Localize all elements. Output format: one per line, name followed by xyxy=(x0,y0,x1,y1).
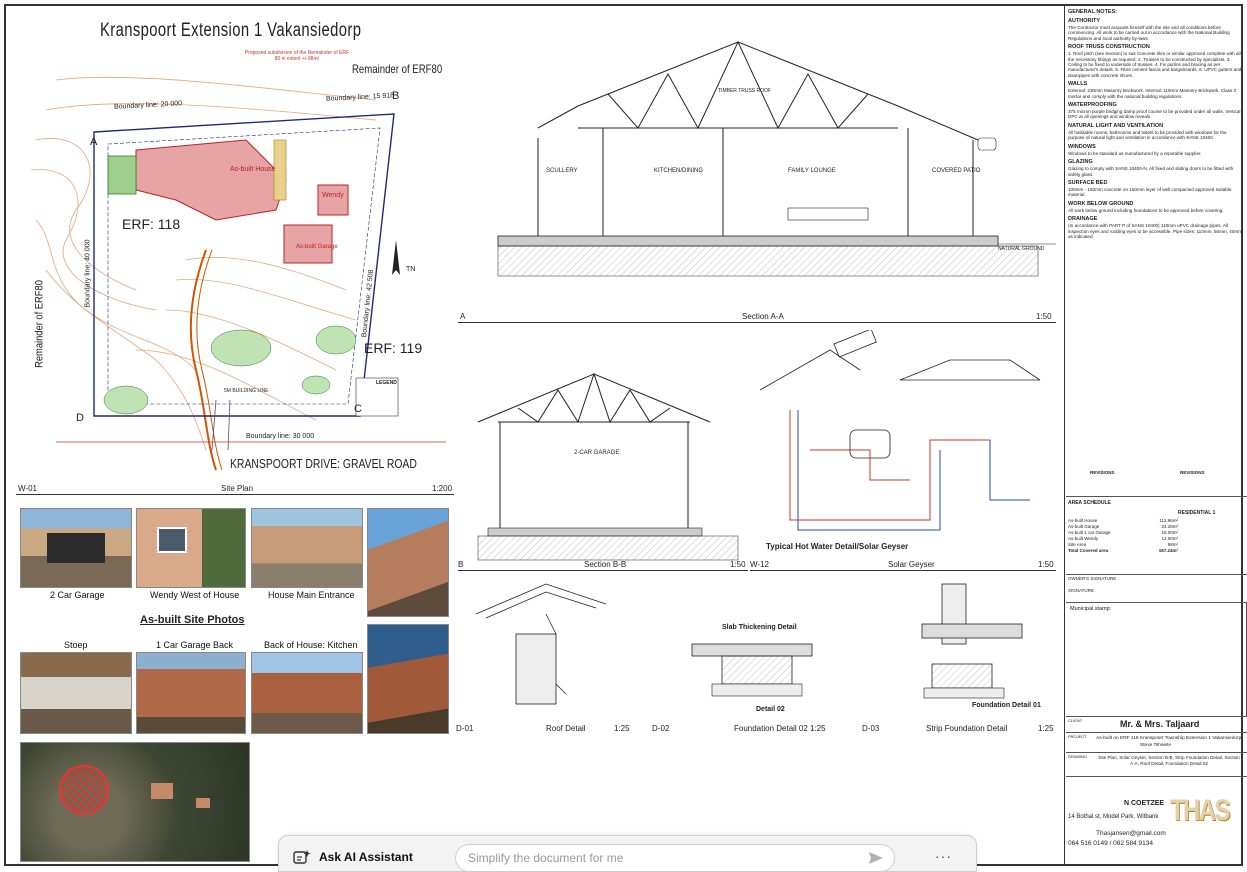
notes-section: AUTHORITY The Contractor must acquaint himself with the site and all conditions before commencing. All work to be carried out in accordance with the National Building Regulations and local authority by-laws. xyxy=(1068,18,1230,41)
ai-prompt-placeholder: Simplify the document for me xyxy=(468,851,624,865)
section-bb-name: Section B-B xyxy=(584,560,627,569)
wendy-label: Wendy xyxy=(322,192,344,199)
detail-foundation-02 xyxy=(652,574,828,736)
boundary-top-label: Boundary line: 20 000 xyxy=(113,100,183,111)
boundary-left-label: Boundary line: 40 000 xyxy=(84,239,92,308)
send-icon[interactable] xyxy=(868,851,884,865)
drawing-list: Site Plan, Solar Geyser, Section B-B, Strip Foundation Detail, Section A-A, Roof Detail, Foundation Detail 02 xyxy=(1098,755,1240,766)
designer-address: 14 Bothal st, Model Park, Witbank xyxy=(1068,814,1159,820)
area-row: As-built Wendy 12.00m² xyxy=(1068,536,1178,541)
section-aa-id: A xyxy=(460,312,466,321)
photo-back xyxy=(367,624,449,734)
photo-label-kitchen: Back of House: Kitchen xyxy=(264,640,358,650)
roof-detail-id: D-01 xyxy=(456,724,474,733)
photo-stoep xyxy=(20,652,132,734)
north-label: TN xyxy=(406,266,416,273)
corner-d: D xyxy=(76,412,84,424)
section-aa-truss-note: TIMBER TRUSS ROOF xyxy=(718,88,771,94)
room-scullery: SCULLERY xyxy=(546,168,578,174)
section-aa xyxy=(458,28,1056,322)
remainder-top-label: Remainder of ERF80 xyxy=(352,62,443,76)
strip-foundation-drawing xyxy=(862,574,1056,736)
vertical-divider xyxy=(1064,4,1065,866)
ai-prompt-input[interactable] xyxy=(455,844,895,872)
site-plan xyxy=(16,10,454,492)
boundary-right-label: Boundary line: 42 508 xyxy=(361,269,376,338)
thas-logo-text: THAS xyxy=(1170,794,1229,827)
roof-detail-scale: 1:25 xyxy=(614,724,630,733)
building-line-label: 5M BUILDING LINE xyxy=(224,388,269,394)
title-block-rule-1 xyxy=(1066,574,1247,575)
notes-section: NATURAL LIGHT AND VENTILATION All habitable rooms, bathrooms and toilets to be provided with windows for the purpose of natural light and ventilation in accordance with SANS 10400. xyxy=(1068,122,1227,141)
photo-label-entrance: House Main Entrance xyxy=(268,590,355,600)
section-aa-scale: 1:50 xyxy=(1036,312,1052,321)
ai-sparkle-icon xyxy=(293,849,311,865)
solar-geyser-name: Solar Geyser xyxy=(888,560,935,569)
project-municipality: Steve Tshwete xyxy=(1140,743,1172,748)
drawing-label: DRAWING xyxy=(1068,754,1088,759)
roof-detail-drawing xyxy=(456,574,632,736)
client-label: CLIENT xyxy=(1068,718,1083,723)
notes-section: WINDOWS Windows to be standard as manufactured by a reputable supplier. xyxy=(1068,143,1202,156)
section-bb xyxy=(458,360,748,572)
municipal-stamp-box xyxy=(1066,602,1247,716)
revision-header-1: REVISIONS xyxy=(1090,470,1115,475)
detail-strip-foundation xyxy=(862,574,1056,736)
subdivision-note: Proposed subdivision of the Remainder of ERF 80 in extent +/-98m² xyxy=(244,50,350,62)
solar-geyser-drawing xyxy=(750,330,1056,572)
designer-name: N COETZEE xyxy=(1124,800,1165,807)
ai-assistant-bar xyxy=(278,835,977,872)
notes-section: ROOF TRUSS CONSTRUCTION 1. Roof pitch (see Section) to suit Concrete tiles or similar approved complete with all the necessary fittings as required. 2. Trusses to be constructed by specialists. 3. Ceiling to be fixed to underside of trusses. 4. Fix purlins and bracing as per manufacturer's details. 5. Fibre cement fascia and bargeboards. 6. UPVC gutters and downpipes with concrete shoes. xyxy=(1068,44,1242,78)
solar-geyser-scale: 1:50 xyxy=(1038,560,1054,569)
erf-119-label: ERF: 119 xyxy=(364,340,423,356)
slab-thickening-heading: Slab Thickening Detail xyxy=(722,624,797,631)
garage-label: As-built Garage xyxy=(296,244,338,250)
site-plan-title: Kranspoort Extension 1 Vakansiedorp xyxy=(100,20,362,41)
boundary-top-right-label: Boundary line: 15 918 xyxy=(325,92,395,103)
solar-geyser xyxy=(750,330,1056,572)
thas-logo xyxy=(1170,794,1230,854)
client-name: Mr. & Mrs. Taljaard xyxy=(1120,719,1200,729)
detail-02-sub: Detail 02 xyxy=(756,706,785,713)
section-bb-room: 2-CAR GARAGE xyxy=(574,450,620,456)
project-name: As-built on ERF 118 Kranspoort Township Extension 1 Vakansiedorp xyxy=(1096,736,1242,741)
detail-01-sub: Foundation Detail 01 xyxy=(972,702,1041,709)
room-patio: COVERED PATIO xyxy=(932,168,981,174)
notes-section: WATERPROOFING 375 micron purple bridging damp proof course to be provided under all walls. Vertical DPC at all openings and window reveals. xyxy=(1068,102,1241,120)
area-schedule-rule xyxy=(1066,496,1247,497)
owner-label: OWNER'S SIGNATURE xyxy=(1068,576,1117,581)
photo-kitchen xyxy=(251,652,363,734)
foundation-02-drawing xyxy=(652,634,828,714)
owner-signature-line: SIGNATURE xyxy=(1068,588,1094,593)
room-kitchen: KITCHEN/DINING xyxy=(654,168,704,174)
legend-title: LEGEND xyxy=(376,380,397,386)
section-bb-rule xyxy=(458,570,748,571)
section-aa-name: Section A-A xyxy=(742,312,784,321)
area-schedule-heading: AREA SCHEDULE xyxy=(1068,500,1111,506)
ask-ai-label: Ask AI Assistant xyxy=(319,850,413,864)
section-aa-drawing xyxy=(458,28,1056,322)
site-plan-sheet-name: Site Plan xyxy=(221,484,254,493)
designer-email: Thasjansen@gmail.com xyxy=(1096,830,1166,837)
roof-detail-name: Roof Detail xyxy=(546,724,586,733)
photo-side xyxy=(367,508,449,617)
detail-roof xyxy=(456,574,632,736)
section-bb-id: B xyxy=(458,560,464,569)
notes-section: SURFACE BED 100mm - 150mm concrete on 150mm layer of well compacted approved suitable material. xyxy=(1068,179,1232,198)
solar-geyser-rule xyxy=(750,570,1056,571)
remainder-left-label: Remainder of ERF80 xyxy=(33,280,46,368)
foundation-02-name: Foundation Detail 02 xyxy=(734,724,808,733)
photo-label-stoep: Stoep xyxy=(64,640,88,650)
title-block-rule-3 xyxy=(1066,716,1247,717)
site-plan-scale: 1:200 xyxy=(432,484,453,493)
aerial-photo xyxy=(20,742,250,862)
section-bb-drawing xyxy=(458,360,748,572)
area-row: As-built Garage 24.28m² xyxy=(1068,524,1178,529)
photo-1-car-garage xyxy=(136,652,246,734)
corner-a: A xyxy=(90,136,98,148)
section-bb-scale: 1:50 xyxy=(730,560,746,569)
photo-wendy xyxy=(136,508,246,588)
site-plan-drawing xyxy=(16,70,454,490)
designer-phone: 064 516 0149 / 082 584 9134 xyxy=(1068,840,1153,847)
house-label: As-built House xyxy=(230,166,276,173)
project-label: PROJECT xyxy=(1068,734,1087,739)
photo-label-wendy: Wendy West of House xyxy=(150,590,240,600)
site-plan-sheet-id: W-01 xyxy=(18,484,37,493)
notes-section: DRAINAGE (In accordance with PART P of SANS 10400) 110mm uPVC drainage pipes. All inspection eyes and rodding eyes to be accessible. Pipe sizes: 110mm, 50mm, 40mm as indicated. xyxy=(1068,216,1243,239)
foundation-02-scale: 1:25 xyxy=(810,724,826,733)
title-block-rule-4 xyxy=(1066,732,1247,733)
area-schedule-section: RESIDENTIAL 1 xyxy=(1178,510,1216,516)
corner-c: C xyxy=(354,403,362,415)
area-row: Site Area 98m² xyxy=(1068,542,1178,547)
photo-2-car-garage xyxy=(20,508,132,588)
photos-heading: As-built Site Photos xyxy=(140,614,245,626)
photo-label-garage: 2 Car Garage xyxy=(50,590,105,600)
notes-section: WORK BELOW GROUND All work below ground including foundations to be approved before covering. xyxy=(1068,200,1224,213)
section-aa-ground: NATURAL GROUND xyxy=(998,246,1045,252)
more-options-button[interactable]: ··· xyxy=(935,848,952,864)
general-notes-heading: GENERAL NOTES: xyxy=(1068,9,1118,15)
corner-b: B xyxy=(392,90,400,102)
photo-label-1-car-garage: 1 Car Garage Back xyxy=(156,640,234,650)
notes-section: GLAZING Glazing to comply with SANS 10400-N. All fixed and sliding doors to be fitted with safety glass. xyxy=(1068,159,1234,177)
area-row: Total Covered area 167.24m² xyxy=(1068,548,1178,553)
site-plan-rule xyxy=(16,494,454,495)
title-block-rule-5 xyxy=(1066,752,1247,753)
revision-header-2: REVISIONS xyxy=(1180,470,1205,475)
ask-ai-button[interactable] xyxy=(293,846,413,868)
strip-foundation-id: D-03 xyxy=(862,724,880,733)
section-aa-rule xyxy=(458,322,1056,323)
erf-118-label: ERF: 118 xyxy=(122,216,181,232)
solar-geyser-heading: Typical Hot Water Detail/Solar Geyser xyxy=(766,542,909,551)
title-block-rule-6 xyxy=(1066,776,1247,777)
room-lounge: FAMILY LOUNGE xyxy=(788,168,836,174)
area-row: As-built House 112.96m² xyxy=(1068,518,1178,523)
road-label: KRANSPOORT DRIVE: GRAVEL ROAD xyxy=(230,456,417,471)
notes-section: WALLS External: 230mm Masonry Brickwork. Internal: 115mm Masonry Brickwork. Class 3 mortar and comply with the national building regulations. xyxy=(1068,81,1237,99)
boundary-bottom-label: Boundary line: 30 000 xyxy=(246,433,315,440)
photo-main-entrance xyxy=(251,508,363,588)
general-notes xyxy=(1068,6,1244,494)
area-schedule-list xyxy=(1068,518,1178,554)
strip-foundation-name: Strip Foundation Detail xyxy=(926,724,1008,733)
strip-foundation-scale: 1:25 xyxy=(1038,724,1054,733)
solar-geyser-id: W-12 xyxy=(750,560,769,569)
foundation-02-id: D-02 xyxy=(652,724,670,733)
area-row: As-built 1 car Garage 18.00m² xyxy=(1068,530,1178,535)
municipal-stamp-label: Municipal stamp: xyxy=(1070,606,1112,612)
